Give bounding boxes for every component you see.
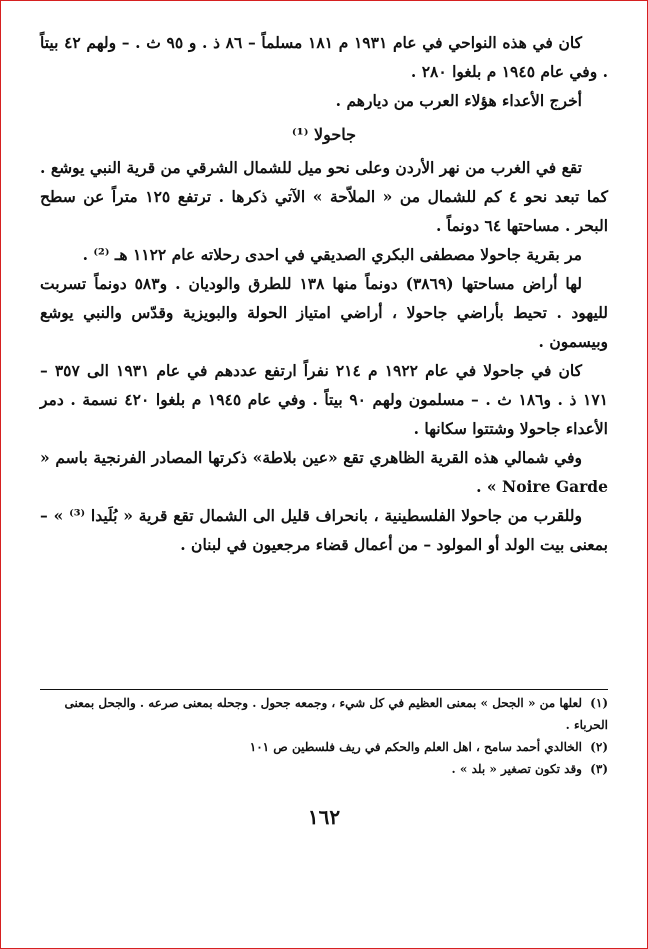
footnote-1 — [40, 692, 608, 736]
footnote-1-mark: (١) — [590, 696, 608, 710]
footnote-3-text: وقد تكون تصغير « بلد » . — [451, 762, 582, 776]
footnote-3-mark: (٣) — [590, 762, 608, 776]
footnote-3 — [40, 758, 608, 780]
footnote-2-mark: (٢) — [590, 740, 608, 754]
paragraph-ein-balata: وفي شمالي هذه القرية الظاهري تقع «عين بلاطة» ذكرتها المصادر الفرنجية باسم « Noire Garde » . — [40, 448, 608, 496]
footnote-1-text: لعلها من « الجحل » بمعنى العظيم في كل شيء ، وجمعه جحول . وجحله بمعنى صرعه . والجحل بمعنى الحرباء . — [64, 696, 608, 732]
footnotes — [40, 692, 608, 780]
paragraph-lands: لها أراض مساحتها (٣٨٦٩) دونماً منها ١٣٨ للطرق والوديان . و٥٨٣ دونماً تسربت لليهود . تحيط بأراضي جاحولا ، أراضي امتياز الحولة والبويزية وقدّس والنبي يوشع وبيسمون . — [40, 274, 608, 351]
page-body — [40, 28, 608, 559]
paragraph-population: كان في جاحولا في عام ١٩٢٢ م ٢١٤ نفراً ارتفع عددهم في عام ١٩٣١ الى ٣٥٧ – ١٧١ ذ . و١٨٦ ث . – مسلمون ولهم ٩٠ بيتاً . وفي عام ١٩٤٥ م بلغوا ٤٢٠ نسمة . دمر الأعداء جاحولا وشتتوا سكانها . — [40, 361, 609, 438]
footnote-2-text: الخالدي أحمد سامح ، اهل العلم والحكم في ريف فلسطين ص ١٠١ — [249, 740, 582, 754]
top-paragraph-2: أخرج الأعداء هؤلاء العرب من ديارهم . — [335, 91, 582, 110]
top-paragraph-1: كان في هذه النواحي في عام ١٩٣١ م ١٨١ مسلماً – ٨٦ ذ . و ٩٥ ث . – ولهم ٤٢ بيتاً . وفي عام ١٩٤٥ م بلغوا ٢٨٠ . — [40, 33, 608, 81]
footnote-divider — [40, 689, 608, 690]
paragraph-bulayda: وللقرب من جاحولا الفلسطينية ، بانحراف قليل الى الشمال تقع قرية « بُلَيدا ⁽³⁾ » – بمعنى بيت الولد أو المولود – من أعمال قضاء مرجعيون في لبنان . — [40, 506, 608, 554]
paragraph-location: تقع في الغرب من نهر الأردن وعلى نحو ميل للشمال الشرقي من قرية النبي يوشع . كما تبعد نحو ٤ كم للشمال من « الملاّحة » الآتي ذكرها . ترتفع ١٢٥ متراً عن سطح البحر . مساحتها ٦٤ دونماً . — [40, 158, 608, 235]
section-heading: جاحولا ⁽¹⁾ — [291, 125, 357, 144]
paragraph-bakri: مر بقرية جاحولا مصطفى البكري الصديقي في احدى رحلاته عام ١١٢٢ هـ ⁽²⁾ . — [82, 245, 582, 264]
footnote-2 — [40, 736, 608, 758]
page-number: ١٦٢ — [307, 805, 341, 829]
